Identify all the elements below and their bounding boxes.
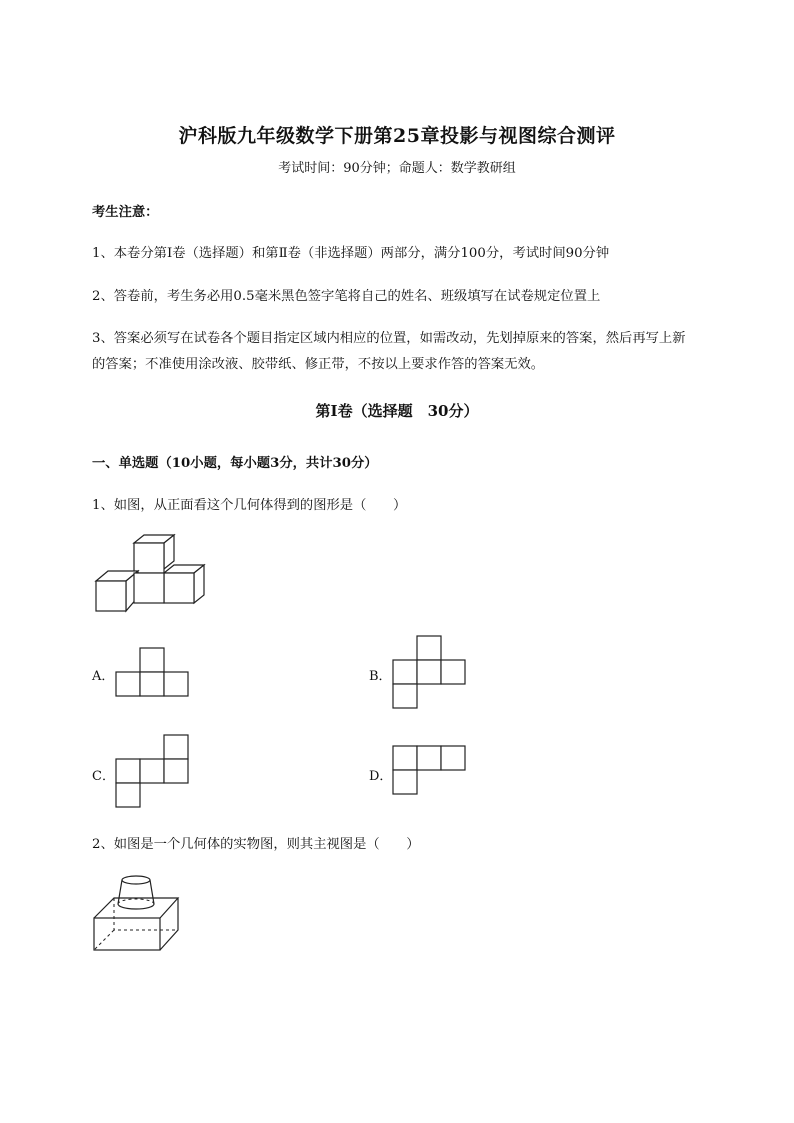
question-2-figure bbox=[92, 870, 182, 954]
section-title: 第I卷（选择题 30分） bbox=[315, 402, 479, 420]
notice-item: 2、答卷前，考生务必用0.5毫米黑色签字笔将自己的姓名、班级填写在试卷规定位置上 bbox=[92, 289, 601, 304]
option-b-figure[interactable] bbox=[392, 635, 468, 711]
notice-heading: 考生注意： bbox=[92, 205, 159, 220]
notice-item: 1、本卷分第I卷（选择题）和第Ⅱ卷（非选择题）两部分，满分100分，考试时间90分钟 bbox=[92, 246, 610, 261]
exam-info: 考试时间：90分钟；命题人：数学教研组 bbox=[278, 161, 516, 176]
notice-item: 的答案；不准使用涂改液、胶带纸、修正带，不按以上要求作答的答案无效。 bbox=[92, 357, 545, 372]
question-2-text: 2、如图是一个几何体的实物图，则其主视图是（ ） bbox=[92, 837, 420, 852]
notice-item: 3、答案必须写在试卷各个题目指定区域内相应的位置，如需改动，先划掉原来的答案，然后再写上新 bbox=[92, 331, 686, 346]
part-heading: 一、单选题（10小题，每小题3分，共计30分） bbox=[92, 456, 378, 471]
option-d-label[interactable]: D． bbox=[369, 769, 393, 784]
option-a-label[interactable]: A． bbox=[92, 669, 115, 684]
option-d-figure[interactable] bbox=[392, 745, 468, 797]
option-a-figure[interactable] bbox=[115, 647, 191, 697]
page-title: 沪科版九年级数学下册第25章投影与视图综合测评 bbox=[178, 125, 616, 147]
question-1-figure bbox=[94, 533, 206, 613]
option-b-label[interactable]: B． bbox=[369, 669, 392, 684]
option-c-label[interactable]: C． bbox=[92, 769, 115, 784]
question-1-text: 1、如图，从正面看这个几何体得到的图形是（ ） bbox=[92, 498, 407, 513]
option-c-figure[interactable] bbox=[115, 734, 191, 810]
